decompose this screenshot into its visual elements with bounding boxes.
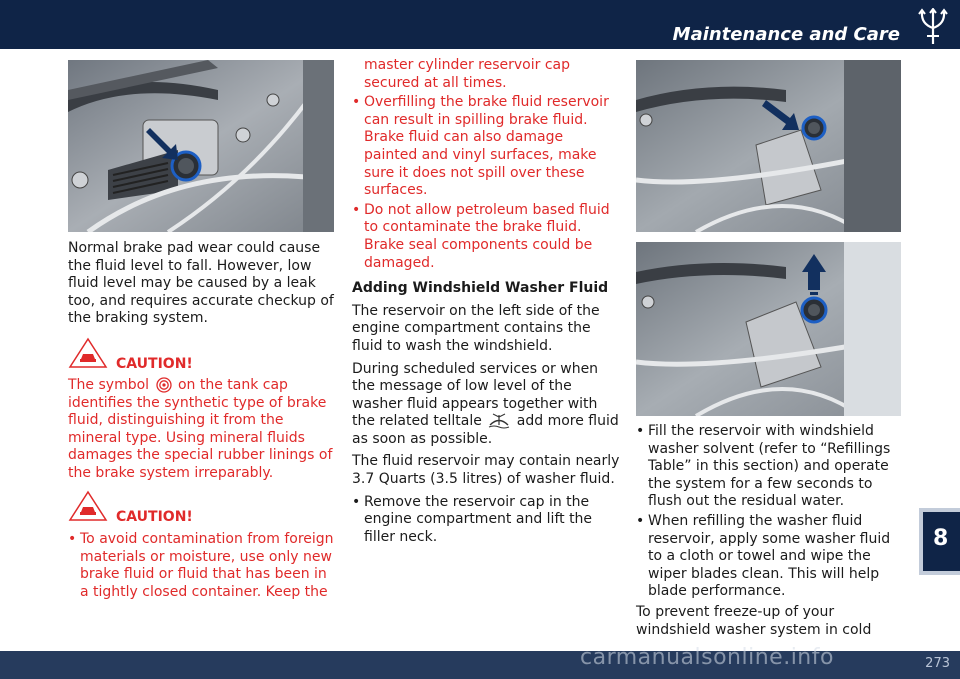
washer-capacity-paragraph: The fluid reservoir may contain nearly 3.7 Quarts (3.5 litres) of washer fluid. [352,453,620,488]
list-item: • Do not allow petroleum based fluid to contaminate the brake fluid. Brake seal components could be damaged. [352,202,620,272]
washer-filler-neck-figure [636,242,901,416]
list-item: • Fill the reservoir with windshield washer solvent (refer to “Refillings Table” in this section) and operate the system for a few seconds to flush out the residual water. [636,423,904,511]
caution-triangle-icon [68,490,110,522]
brake-wear-paragraph: Normal brake pad wear could cause the fluid level to fall. However, low fluid level may be caused by a leak too, and requires accurate checkup of the braking system. [68,240,334,327]
caution-1-text [68,377,336,483]
washer-steps-list [352,494,620,547]
caution-box-2 [68,490,336,525]
list-item: • To avoid contamination from foreign materials or moisture, use only new brake fluid or fluid that has been in a tightly closed container. Keep the [68,531,336,601]
watermark: carmanualsonline.info [580,645,834,670]
washer-telltale-icon [486,413,512,429]
column-1-text [68,240,336,333]
washer-service-text-b: add more fluid as soon as possible. [352,413,619,447]
washer-refill-list [636,423,904,601]
caution-heading-2: CAUTION! [116,509,193,525]
washer-fluid-subheading: Adding Windshield Washer Fluid [352,280,609,297]
brake-reservoir-figure [68,60,334,232]
caution-triangle-icon [68,337,110,369]
synthetic-fluid-symbol-icon [154,377,174,393]
washer-reservoir-paragraph: The reservoir on the left side of the engine compartment contains the fluid to wash the windshield. [352,302,600,354]
caution-2-text [68,531,336,603]
washer-reservoir-figure [636,60,901,232]
caution-2-continued: master cylinder reservoir cap secured at all times. [364,57,570,91]
list-item: • Remove the reservoir cap in the engine compartment and lift the filler neck. [352,494,620,547]
caution-1-text-a: The symbol [68,377,150,393]
caution-2-list [68,531,336,601]
list-item: • When refilling the washer fluid reservoir, apply some washer fluid to a cloth or towel and wipe the wiper blades clean. This will help blade performance. [636,513,904,601]
column-2-text [352,57,620,548]
section-title: Maintenance and Care [672,24,900,45]
caution-2-list-continued [352,94,620,272]
trident-logo-icon [916,8,950,46]
caution-1-text-b: on the tank cap identifies the synthetic type of brake fluid, distinguishing it from the mineral type. Using mineral fluids damages the special rubber linings of the brake system irreparably. [68,377,333,481]
column-3-text [636,423,904,644]
chapter-tab[interactable] [919,508,960,575]
list-item: • Overfilling the brake fluid reservoir can result in spilling brake fluid. Brake fluid can also damage painted and vinyl surfaces, make sure it does not spill over these surfaces. [352,94,620,200]
washer-service-paragraph [352,361,620,449]
washer-service-text-a: During scheduled services or when the message of low level of the washer fluid appears together with the related telltale [352,360,599,430]
chapter-number: 8 [933,526,949,551]
caution-box-1 [68,337,336,372]
page-number: 273 [925,656,950,671]
caution-heading-1: CAUTION! [116,356,193,372]
freeze-up-paragraph: To prevent freeze-up of your windshield washer system in cold [636,603,872,638]
